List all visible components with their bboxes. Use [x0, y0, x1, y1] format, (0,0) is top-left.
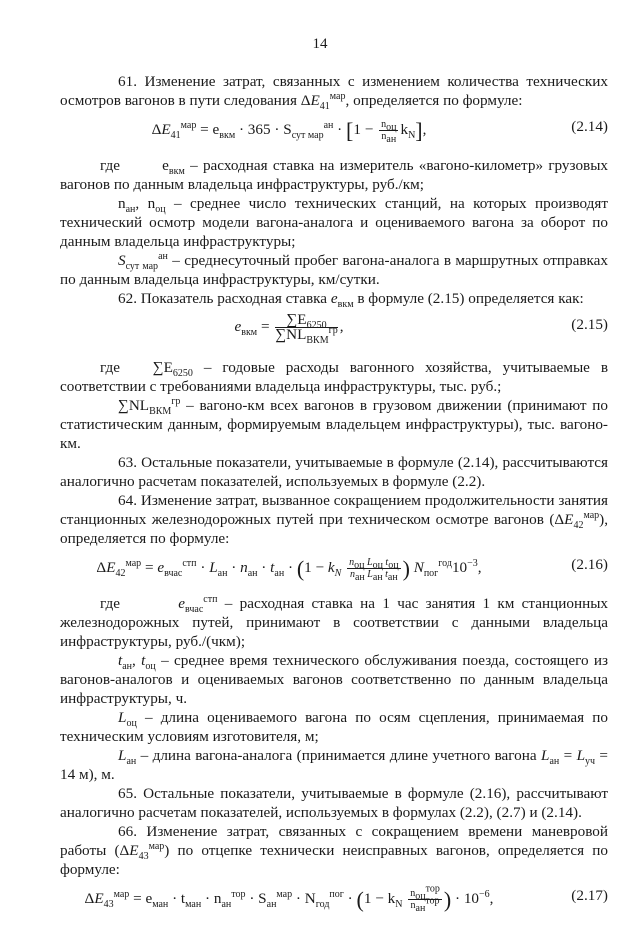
formula-number: (2.16) — [571, 556, 608, 573]
definition-t: $t_{ан}$, $t_{оц}$ – среднее время технического обслуживания поезда, состоящего из вагонов-аналогов и оцениваемых вагонов соответственно по данным владельца инфраструктуры, ч. — [60, 652, 609, 707]
formula-2-17 — [60, 882, 608, 922]
page-number: 14 — [312, 36, 328, 52]
definition-n: $n_{ан}$, $n_{оц}$ – среднее число технических станций, на которых производят технический осмотр модели вагона-аналога и оцениваемого вагона за оборот по данным владельца инфраструктуры; — [60, 195, 609, 250]
definition-nl: $\sum NL_{ВКМ}^{гр}$ – вагоно-км всех вагонов в грузовом движении (принимают по статистическим данным, формируемым владельцем инфраструктуры), тыс. вагоно-км. — [60, 395, 609, 452]
formula-2-14 — [60, 113, 608, 153]
definition-e-vkm: где $e_{вкм}$ – расходная ставка на измеритель «вагоно-километр» грузовых вагонов по данным владельца инфраструктуры, руб./км; — [60, 157, 609, 193]
paragraph-66: 66. Изменение затрат, связанных с сокращением времени маневровой работы $(\Delta E_{43}^{мар})$ по отцепке технически неисправных вагонов, определяется по формуле: — [60, 823, 608, 878]
formula-body: $\Delta E_{43}^{мар} = e_{ман} \cdot t_{ман} \cdot n_{ан}^{тор} \cdot S_{ан}^{мар} \cdot N_{год}^{пог} \cdot (1 - k_N$ $\frac{n_{оц}^{тор}}{n_{ан}^{тор}}$ ) · $10^{-6}$, — [84, 883, 494, 914]
definition-e-vchas: где $e_{вчас}^{стп}$ – расходная ставка на 1 час занятия 1 км станционных железнодорожных путей, принимают в соответствии с данными владельца инфраструктуры, руб./(чкм); — [60, 593, 609, 650]
document-body — [60, 72, 608, 925]
formula-2-15 — [60, 311, 608, 355]
paragraph-63: 63. Остальные показатели, учитываемые в формуле (2.14), рассчитываются аналогично расчетам показателей, используемых в формуле (2.2). — [60, 454, 608, 490]
formula-body: $e_{вкм}$ = $\frac{\sum E_{6250}}{\sum NL_{ВКМ}^{гр}}$ , — [234, 311, 344, 347]
formula-body: $\Delta E_{42}^{мар} = e_{вчас}^{стп} \cdot L_{ан} \cdot n_{ан} \cdot t_{ан} \cdot (1 - k_N$ $\frac{n_{оц} L_{оц} t_{оц}}{n_{ан} L_{ан} t_{ан}}$ ) $N_{пог}^{год}10^{-3}$, — [96, 556, 482, 583]
formula-number: (2.17) — [571, 887, 608, 904]
formula-number: (2.14) — [571, 118, 608, 135]
paragraph-64: 64. Изменение затрат, вызванное сокращением продолжительности занятия станционных железнодорожных путей при техническом осмотре вагонов $(\Delta E_{42}^{мар})$, определяется по формуле: — [60, 492, 608, 547]
paragraph-65: 65. Остальные показатели, учитываемые в формуле (2.16), рассчитывают аналогично расчетам показателей, используемых в формулах (2.2), (2.7) и (2.14). — [60, 785, 608, 821]
definition-s: $S_{сут мар}^{ан}$ – среднесуточный пробег вагона-аналога в маршрутных отправках по данным владельца инфраструктуры, км/сутки. — [60, 250, 609, 288]
formula-number: (2.15) — [571, 316, 608, 333]
paragraph-61: 61. Изменение затрат, связанных с изменением количества технических осмотров вагонов в пути следования $\Delta E_{41}^{мар}$, определяется по формуле: — [60, 73, 608, 113]
definition-l-oc: $L_{оц}$ – длина оцениваемого вагона по осям сцепления, принимаемая по техническим условиям изготовителя, м; — [60, 709, 608, 745]
formula-2-16 — [60, 551, 608, 591]
definition-e6250: где $\sum E_{6250}$ – годовые расходы вагонного хозяйства, учитываемые в соответствии с требованиями владельца инфраструктуры, тыс. руб.; — [60, 359, 609, 395]
paragraph-62: 62. Показатель расходная ставка $e_{вкм}$ в формуле (2.15) определяется как: — [118, 290, 584, 311]
definition-l-an: $L_{ан}$ – длина вагона-аналога (принимается длине учетного вагона $L_{ан} = L_{уч} = 14$ м), м. — [60, 747, 608, 783]
formula-body: $\Delta E_{41}^{мар} = e_{вкм} \cdot 365 \cdot S_{сут мар}^{ан} \cdot [1$ − $\frac{n_{оц}}{n_{ан}}$ $k_N$], — [151, 118, 427, 145]
